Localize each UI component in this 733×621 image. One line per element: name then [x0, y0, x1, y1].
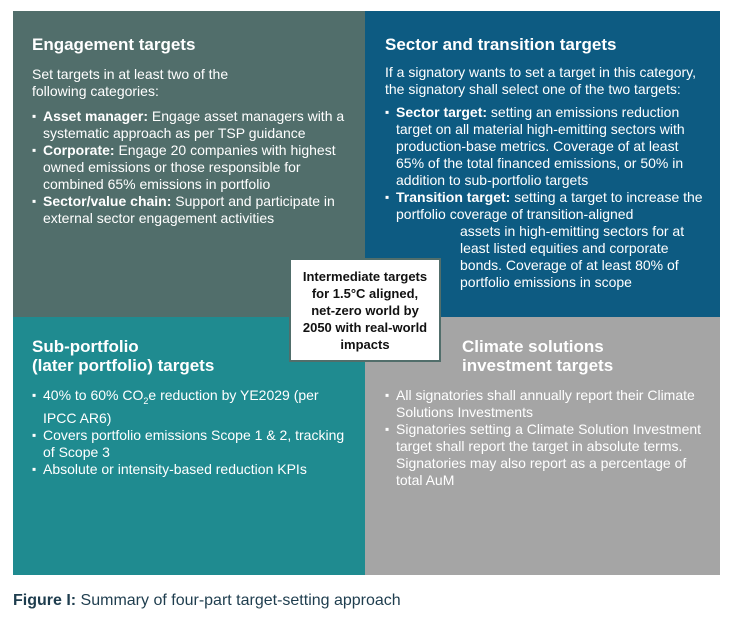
- bullet-icon: ▪: [32, 461, 37, 476]
- bullet-icon: ▪: [385, 388, 390, 402]
- figure-caption: [13, 592, 401, 610]
- center-goal-box: [289, 258, 441, 362]
- caption-label: Figure I:: [13, 592, 77, 609]
- engagement-list: [32, 108, 349, 227]
- bullet-icon: ▪: [385, 422, 390, 436]
- climate-title: Climate solutions investment targets: [462, 337, 614, 375]
- bullet-icon: ▪: [32, 388, 37, 402]
- list-item: ▪ Sector/value chain: Support and participate in external sector engagement activities: [32, 193, 335, 226]
- caption-text: Summary of four-part target-setting approach: [76, 592, 401, 609]
- bullet-icon: ▪: [32, 427, 37, 442]
- list-item: ▪ Absolute or intensity-based reduction KPIs: [32, 460, 307, 477]
- bullet-icon: ▪: [385, 190, 390, 204]
- bullet-icon: ▪: [385, 105, 390, 119]
- climate-list: [385, 387, 704, 489]
- bullet-icon: ▪: [32, 143, 37, 157]
- sector-intro: If a signatory wants to set a target in this category, the signatory shall select one of the two targets:: [385, 64, 697, 97]
- subportfolio-list: [32, 387, 349, 478]
- list-item: ▪ Asset manager: Engage asset managers with a systematic approach as per TSP guidance: [32, 108, 345, 141]
- list-item: ▪ All signatories shall annually report their Climate Solutions Investments: [385, 387, 695, 420]
- list-item: ▪ Corporate: Engage 20 companies with highest owned emissions or those responsible for combined 65% emissions in portfolio: [32, 142, 336, 192]
- center-goal-text: Intermediate targets for 1.5°C aligned, net-zero world by 2050 with real-world impacts: [302, 268, 428, 352]
- transition-continuation: assets in high-emitting sectors for at least listed equities and corporate bonds. Coverage of at least 80% of portfolio emissions in scope: [460, 223, 685, 290]
- engagement-intro: Set targets in at least two of the following categories:: [32, 66, 229, 99]
- engagement-title: Engagement targets: [32, 35, 196, 54]
- sector-title: Sector and transition targets: [385, 35, 617, 54]
- subportfolio-title: Sub-portfolio (later portfolio) targets: [32, 337, 215, 375]
- list-item: ▪ Transition target: setting a target to increase the portfolio coverage of transition-aligned assets in high-emitting sectors for at least listed equities and corporate bonds. Coverage of at least 80% of portfolio emissions in scope: [385, 189, 703, 290]
- list-item: ▪ Signatories setting a Climate Solution Investment target shall report the target in absolute terms. Signatories may also report as a percentage of total AuM: [385, 421, 702, 488]
- bullet-icon: ▪: [32, 194, 37, 208]
- bullet-icon: ▪: [32, 109, 37, 123]
- list-item: ▪ Sector target: setting an emissions reduction target on all material high-emitting sectors with production-base metrics. Coverage of at least 65% of the total financed emissions, or 50% in addition to sub-portfolio targets: [385, 104, 685, 188]
- list-item: ▪ Covers portfolio emissions Scope 1 & 2, tracking of Scope 3: [32, 426, 345, 460]
- list-item: ▪ 40% to 60% $CO_2e$ reduction by YE2029 (per IPCC AR6): [32, 387, 319, 426]
